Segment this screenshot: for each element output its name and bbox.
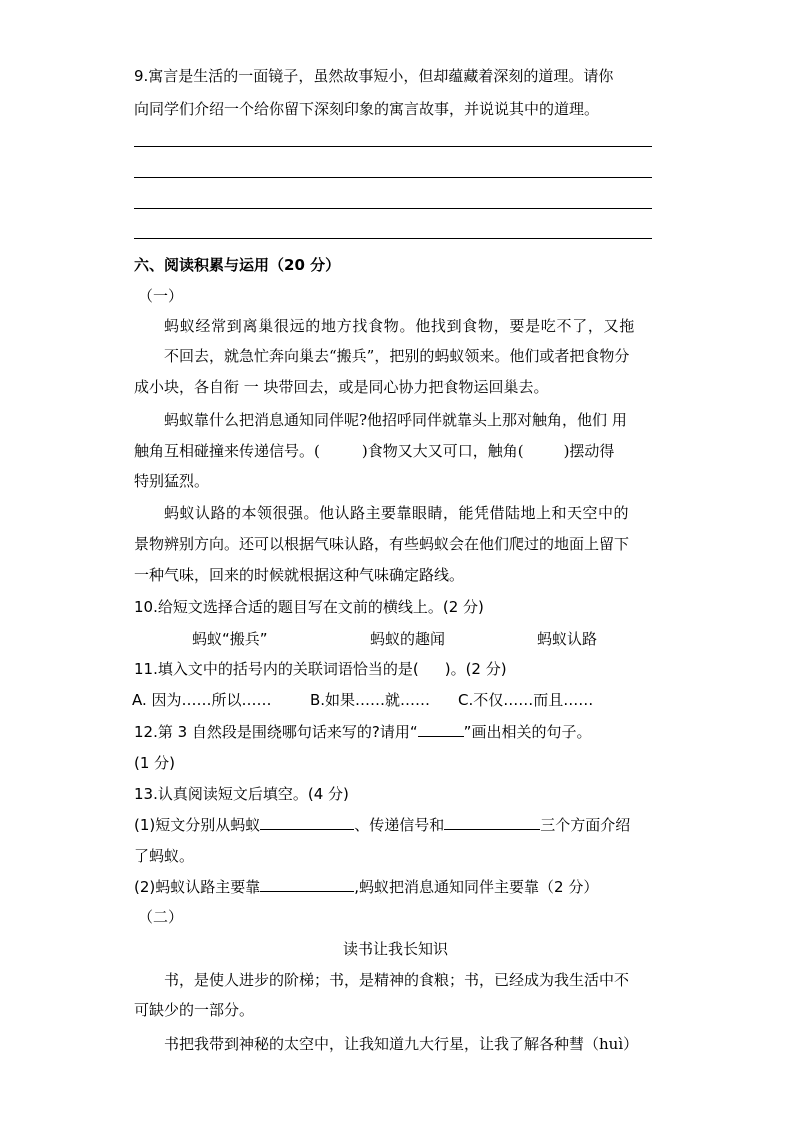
passage1-p1-line3: 成小块，各自衔 一 块带回去，或是同心协力把食物运回巢去。 <box>134 378 549 396</box>
q12-text-b: ”画出相关的句子。 <box>463 723 592 741</box>
q11-text-end: )。(2 分) <box>444 660 507 678</box>
q13-blank-3[interactable] <box>260 877 354 892</box>
q13-sub1-a: (1)短文分别从蚂蚁 <box>134 816 261 834</box>
q9-line-1: 9.寓言是生活的一面镜子，虽然故事短小，但却蕴藏着深刻的道理。请你 <box>134 67 614 85</box>
passage1-p2-line1: 蚂蚁靠什么把消息通知同伴呢?他招呼同伴就靠头上那对触角，他们 用 <box>164 411 627 429</box>
answer-line-3 <box>134 208 652 209</box>
q11-option-a: A. 因为……所以…… <box>132 691 272 709</box>
passage1-p2-line2-part-b: )食物又大又可口，触角( <box>361 442 524 460</box>
passage1-p2-line2-part-c: )摆动得 <box>563 442 615 460</box>
part-2-label: （二） <box>138 908 184 926</box>
q13-blank-2[interactable] <box>444 815 540 830</box>
q13-sub1-b: 、传递信号和 <box>354 816 445 834</box>
passage2-p1-line2: 可缺少的一部分。 <box>134 1001 255 1019</box>
q13-text: 13.认真阅读短文后填空。(4 分) <box>134 785 349 803</box>
q12-score: (1 分) <box>134 754 176 772</box>
q13-sub1-c: 三个方面介绍 <box>540 816 631 834</box>
title-option-2: 蚂蚁的趣闻 <box>370 630 446 648</box>
q12-underline-sample <box>418 722 464 737</box>
q13-sub1-line2: 了蚂蚁。 <box>134 847 195 865</box>
passage1-p3-line3: 一种气味，回来的时候就根据这种气味确定路线。 <box>134 566 465 584</box>
q12-text <box>134 722 591 742</box>
part-1-label: （一） <box>138 287 184 305</box>
answer-line-4 <box>134 238 652 239</box>
q13-sub2-a: (2)蚂蚁认路主要靠 <box>134 878 261 896</box>
answer-line-2 <box>134 177 652 178</box>
q12-text-a: 12.第 3 自然段是围绕哪句话来写的?请用“ <box>134 723 418 741</box>
passage1-p3-line1: 蚂蚁认路的本领很强。他认路主要靠眼睛，能凭借陆地上和天空中的 <box>164 504 630 522</box>
q9-line-2: 向同学们介绍一个给你留下深刻印象的寓言故事，并说说其中的道理。 <box>134 100 600 118</box>
passage1-p3-line2: 景物辨别方向。还可以根据气味认路，有些蚂蚁会在他们爬过的地面上留下 <box>134 535 630 553</box>
q13-sub2-b: ,蚂蚁把消息通知同伴主要靠（2 分） <box>354 878 599 896</box>
title-option-1: 蚂蚁“搬兵” <box>192 630 268 648</box>
q13-sub1-line1 <box>134 815 630 835</box>
q13-sub2-line <box>134 877 598 897</box>
q10-text: 10.给短文选择合适的题目写在文前的横线上。(2 分) <box>134 598 484 616</box>
q11-text-start: 11.填入文中的括号内的关联词语恰当的是( <box>134 660 419 678</box>
passage2-p2-line1: 书把我带到神秘的太空中，让我知道九大行星，让我了解各种彗（huì） <box>164 1035 639 1053</box>
passage1-p2-line2 <box>134 441 614 461</box>
passage2-p1-line1: 书，是使人进步的阶梯；书，是精神的食粮；书，已经成为我生活中不 <box>164 971 630 989</box>
q13-blank-1[interactable] <box>260 815 354 830</box>
q11-text <box>134 659 507 679</box>
q11-option-c: C.不仅……而且…… <box>458 691 594 709</box>
passage1-p1-line1: 蚂蚁经常到离巢很远的地方找食物。他找到食物，要是吃不了，又拖 <box>164 317 636 335</box>
section-6-heading: 六、阅读积累与运用（20 分） <box>134 256 341 274</box>
answer-line-1 <box>134 146 652 147</box>
passage1-p2-line2-part-a: 触角互相碰撞来传递信号。( <box>134 442 320 460</box>
passage1-p2-line3: 特别猛烈。 <box>134 472 210 490</box>
passage1-p1-line2: 不回去，就急忙奔向巢去“搬兵”，把别的蚂蚁领来。他们或者把食物分 <box>164 347 630 365</box>
q11-option-b: B.如果……就…… <box>310 691 431 709</box>
title-option-3: 蚂蚁认路 <box>537 630 598 648</box>
passage2-title: 读书让我长知识 <box>343 940 449 958</box>
